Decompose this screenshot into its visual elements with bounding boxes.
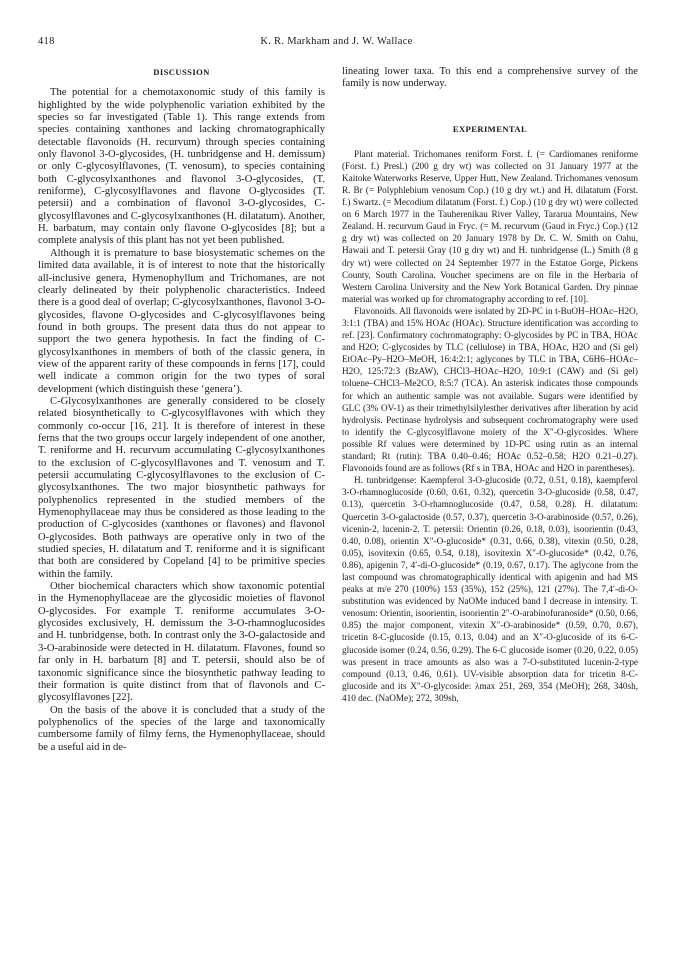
discussion-paragraph: C-Glycosylxanthones are generally considered to be closely related biosynthetically to C-glycosylflavones with which they commonly co-occur [16, 21]. It is therefore of interest in these ferns that the two groups occur largely independent of one another, T. reniforme and H. recurvum accumulating C-glycosylxanthones to the exclusion of C-glycosylflavones and T. venosum and T. petersii accumulating C-glycosylflavones to the exclusion of C-glycosylxanthones. The two major biosynthetic pathways for polyphenolics represented in the studied members of the Hymenophyllaceae may thus be considered as those leading to the production of C-glycosides (xanthones or flavones) and flavonol O-glycosides. Both pathways are operative only in two of the studied species, H. dilatatum and T. reniforme and it is significant that both are considered by Copeland [4] to be primitive species within the family. [38, 395, 325, 580]
discussion-paragraph: Other biochemical characters which show taxonomic potential in the Hymenophyllaceae are the glycosidic moieties of flavonol O-glycosides. For example T. reniforme accumulates 3-O-glycosides exclusively, H. demissum the 3-O-rhamnoglucosides and H. tunbridgense, both. In contrast only the 3-O-galactoside and 3-O-arabinoside were detected in H. dilatatum. Flavones, found so far only in H. barbatum [8] and T. petersii, should also be of taxonomic significance since the biosynthetic pathway leading to their formation is quite distinct from that of flavonols and C-glycosylflavones [22]. [38, 581, 325, 704]
right-column [342, 66, 638, 936]
discussion-continuation: lineating lower taxa. To this end a comprehensive survey of the family is now underway. [342, 66, 638, 90]
experimental-body [342, 148, 638, 704]
results-paragraph: H. tunbridgense: Kaempferol 3-O-glucoside (0.72, 0.51, 0.18), kaempferol 3-O-rhamnoglucoside (0.60, 0.61, 0.32), quercetin 3-O-glucoside (0.58, 0.47, 0.13), quercetin 3-O-rhamnoglucoside (0.47, 0.58, 0.28). H. dilatatum: Quercetin 3-O-galactoside (0.57, 0.37), quercetin 3-O-arabinoside (0.57, 0.26), vicenin-2, lucenin-2. T. petersii: Orientin (0.26, 0.18, 0.03), isoorientin (0.43, 0.40, 0.08), orientin X″-O-glucoside* (0.31, 0.66, 0.38), vitexin (0.50, 0.28, 0.05), isovitexin (0.65, 0.54, 0.18), isovitexin X″-O-glucoside* (0.42, 0.76, 0.86), apigenin 7, 4′-di-O-glucoside* (0.19, 0.67, 0.17). The aglycone from the last compound was chromatographically identical with apigenin and had MS peaks at m/e 270 (100%) 153 (35%), 152 (25%), 121 (27%). The 7,4′-di-O-substitution was evidenced by NaOMe induced band I decrease in intensity. T. venosum: Orientin, isoorientin, isoorientin 2″-O-arabinofuranoside* (0.50, 0.66, 0.85) the major component, vitexin X″-O-arabinoside* (0.59, 0.70, 0.67), tricetin 8-C-glucoside (0.15, 0.13, 0.04) and an X″-O-glucoside of its 6-C-glucoside isomer (0.24, 0.56, 0.29). The 6-C glucoside isomer (0.20, 0.22, 0.05) was present in trace amounts as also was a 7-O-substituted lucenin-2-type compound (0.13, 0.46, 0.61). UV-visible absorption data for tricetin 8-C-glucoside and its X″-O-glycoside: λmax 251, 269, 354 (MeOH); 268, 340sh, 410 dec. (NaOMe); 272, 309sh, [342, 475, 638, 703]
experimental-heading: EXPERIMENTAL [452, 123, 528, 134]
discussion-paragraph: On the basis of the above it is concluded that a study of the polyphenolics of the species of the large and taxonomically cumbersome family of filmy ferns, the Hymenophyllaceae, should be a useful aid in de- [38, 704, 325, 753]
discussion-paragraph: The potential for a chemotaxonomic study of this family is highlighted by the wide polyphenolic variation exhibited by the species so far investigated (Table 1). This range extends from species containing xanthones and lacking chromatographically detectable flavonoids (H. recurvum) through species containing only flavonol 3-O-glycosides, (H. tunbridgense and H. demissum) or only C-glycosylflavones, (T. venosum), to species containing both C-glycosylxanthones and flavonol 3-O-glycosides, (T. reniforme), C-glycosylflavones and flavone O-glycosides (T. petersii) and a combination of flavonol 3-O-glycosides, C-glycosylflavones and C-glycosylxanthones (H. dilatatum). Another, H. barbatum, may contain only flavone O-glycosides [8]; but a complete analysis of this plant has not yet been published. [38, 87, 325, 247]
discussion-heading: DISCUSSION [153, 67, 210, 77]
page-number: 418 [38, 36, 55, 47]
left-column [38, 66, 325, 936]
flavonoids-paragraph: Flavonoids. All flavonoids were isolated by 2D-PC in t-BuOH–HOAc–H2O, 3:1:1 (TBA) and 15% HOAc (HOAc). Structure identification was according to ref. [23]. Confirmatory cochromatography: O-glycosides by PC in TBA, HOAc and H2O; C-glycosides by TLC (cellulose) in TBA, HOAc, H2O and (Si gel) EtOAc–Py–H2O–MeOH, 16:4:2:1; aglycones by TLC in TBA, C6H6–HOAc–H2O, 125:72:3 (BzAW), CHCl3–HOAc–H2O, 10:9:1 (CAW) and (Si gel) toluene–CHCl3–Me2CO, 8:5:7 (TCA). An asterisk indicates those compounds for which an authentic sample was not available. Sugars were identified by GLC (3% OV-1) as their trimethylsilylesther derivatives after liberation by acid hydrolysis. Pectinase hydrolysis and subsequent cochromatography were used to identify the C-glycosylflavone moiety of the X″-O-glycosides. Where possible Rf values were determined by 1D-PC using rutin as an internal standard; Rt (rutin): TBA 0.40–0.46; HOAc 0.52–0.58; H2O 0.21–0.27). Flavonoids found are as follows (Rf s in TBA, HOAc and H2O in parentheses). [342, 305, 638, 474]
discussion-paragraph: Although it is premature to base biosystematic schemes on the limited data available, it is of interest to note that the historically all-inclusive genera, Hymenophyllum and Trichomanes, are not clearly delineated by their polyphenolic characteristics. Indeed there is a good deal of overlap; C-glycosylxanthones, flavonol 3-O-glycosides, flavone O-glycosides and C-glycosylflavones being found in both groups. The present data thus do not appear to support the two genera hypothesis. In fact the finding of C-glycosylxanthones in members of both of the classic genera, in view of the apparent rarity of these compounds in ferns [17], could well indicate a common origin for the two types of soral development (which distinguish these ‘genera’). [38, 247, 325, 395]
running-header [38, 36, 635, 50]
plant-material-paragraph: Plant material. Trichomanes reniform Forst. f. (= Cardiomanes reniforme (Forst. f.) Presl.) (200 g dry wt) was collected on 31 January 1977 at the Kaitoke Waterworks Reserve, Upper Hutt, New Zealand. Trichomanes venosum R. Br (= Polyphlebium venosum Cop.) (10 g dry wt.) and H. dilatatum (Forst. f.) Swartz. (= Mecodium dilatatum (Forst. f.) Cop.) (10 g dry wt) were collected on 6 March 1977 in the Tauherenikau River Valley, Tararua Mountains, New Zealand. H. recurvum Gaud in Fryc. (= M. recurvum (Gaud in Fryc.) Cop.) (12 g dry wt) was collected on 20 January 1978 by Dr. C. W. Smith on Oahu, Hawaii and T. petersii Gray (10 g dry wt) and H. tunbridgense (L.) Smith (8 g dry wt) were collected on 24 September 1977 in the Estatoe Gorge, Pickens County, South Carolina. Voucher specimens are on file in the Herbaria of Western Carolina University and the New York Botanical Garden. Dry pinnae material was worked up for chromatography according to ref. [10]. [342, 148, 638, 304]
running-authors: K. R. Markham and J. W. Wallace [260, 36, 413, 47]
